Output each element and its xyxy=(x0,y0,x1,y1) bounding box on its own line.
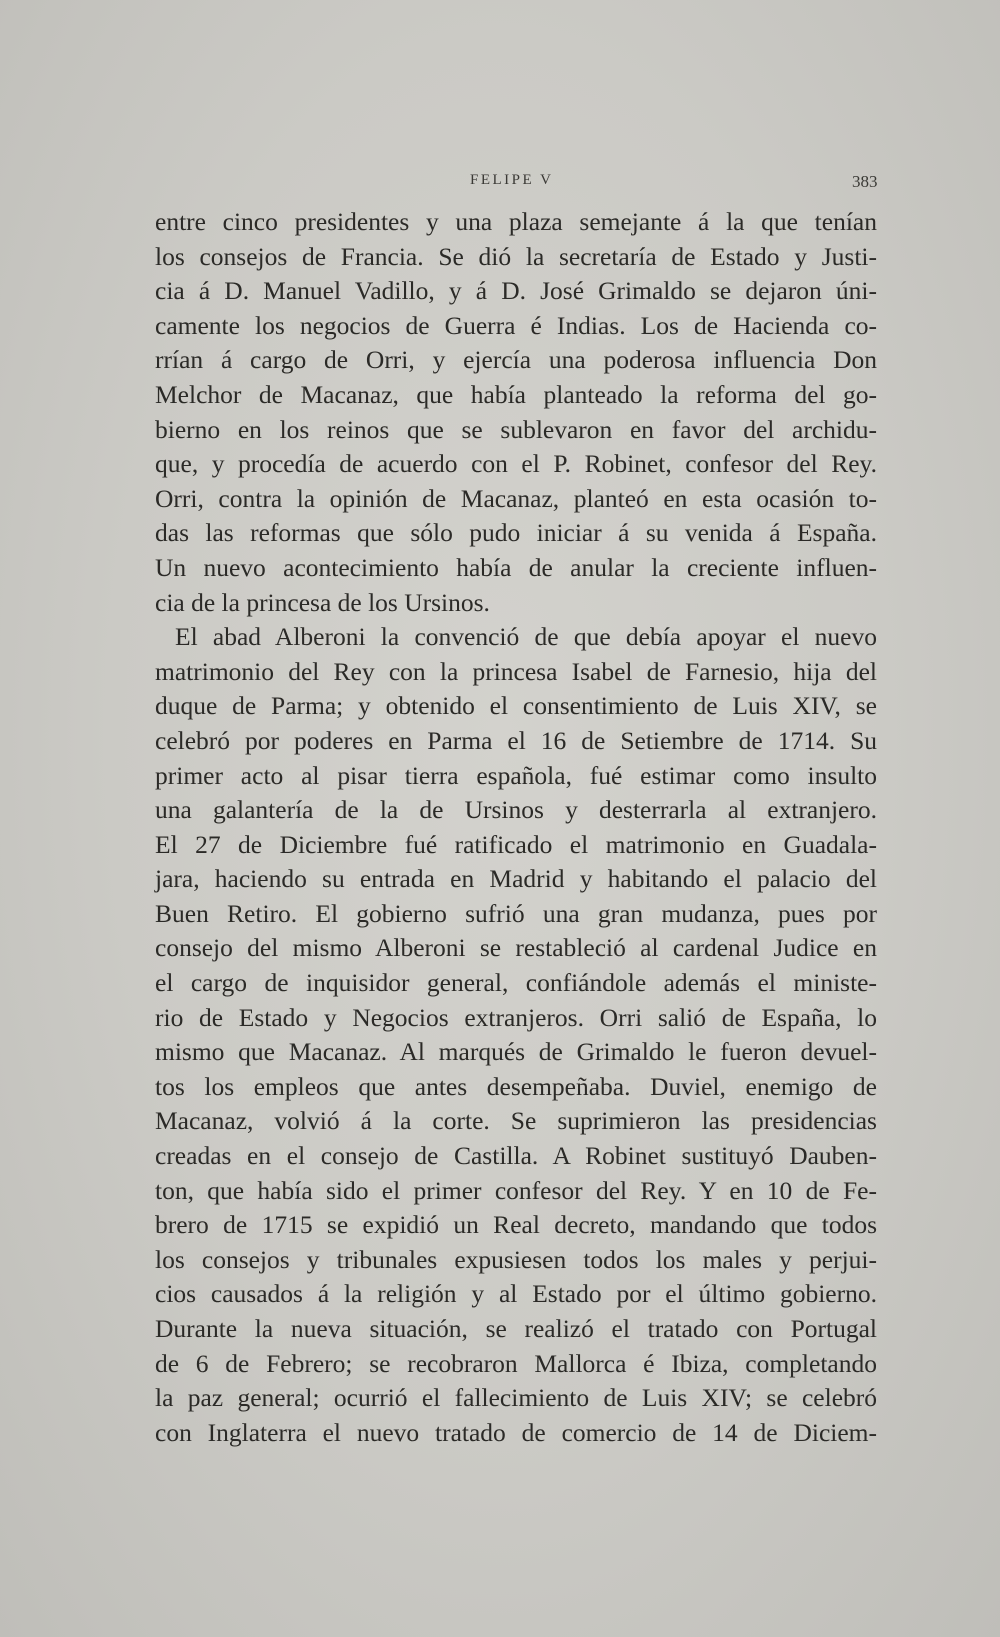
text-line: jara, haciendo su entrada en Madrid y habitando el palacio del xyxy=(155,864,877,894)
text-line: ton, que había sido el primer confesor del Rey. Y en 10 de Fe- xyxy=(155,1175,877,1205)
text-line: rio de Estado y Negocios extranjeros. Orri salió de España, lo xyxy=(155,1002,877,1032)
running-head xyxy=(0,172,1000,196)
text-line: los consejos y tribunales expusiesen todos los males y perjui- xyxy=(155,1244,877,1274)
text-line: de 6 de Febrero; se recobraron Mallorca é Ibiza, completando xyxy=(155,1348,877,1378)
text-line: mismo que Macanaz. Al marqués de Grimaldo le fueron devuel- xyxy=(155,1037,877,1067)
text-line: creadas en el consejo de Castilla. A Robinet sustituyó Dauben- xyxy=(155,1141,877,1171)
text-line: El 27 de Diciembre fué ratificado el matrimonio en Guadala- xyxy=(155,829,877,859)
text-line: Macanaz, volvió á la corte. Se suprimieron las presidencias xyxy=(155,1106,877,1136)
text-line: duque de Parma; y obtenido el consentimiento de Luis XIV, se xyxy=(155,691,877,721)
page-number: 383 xyxy=(852,172,878,191)
text-line: Buen Retiro. El gobierno sufrió una gran mudanza, pues por xyxy=(155,898,877,928)
text-line: das las reformas que sólo pudo iniciar á su venida á España. xyxy=(155,518,877,548)
text-line: brero de 1715 se expidió un Real decreto, mandando que todos xyxy=(155,1210,877,1240)
text-line: tos los empleos que antes desempeñaba. Duviel, enemigo de xyxy=(155,1071,877,1101)
text-line: bierno en los reinos que se sublevaron en favor del archidu- xyxy=(155,414,877,444)
running-title: FELIPE V xyxy=(470,172,554,188)
text-line: la paz general; ocurrió el fallecimiento de Luis XIV; se celebró xyxy=(155,1383,877,1413)
text-line: matrimonio del Rey con la princesa Isabel de Farnesio, hija del xyxy=(155,656,877,686)
text-line: Orri, contra la opinión de Macanaz, planteó en esta ocasión to- xyxy=(155,483,877,513)
text-line: Un nuevo acontecimiento había de anular la creciente influen- xyxy=(155,552,877,582)
text-line: rrían á cargo de Orri, y ejercía una poderosa influencia Don xyxy=(155,345,877,375)
text-line: camente los negocios de Guerra é Indias. Los de Hacienda co- xyxy=(155,310,877,340)
paragraph-start-line: El abad Alberoni la convenció de que debía apoyar el nuevo xyxy=(175,622,877,652)
text-line: entre cinco presidentes y una plaza semejante á la que tenían xyxy=(155,207,877,236)
text-line: cios causados á la religión y al Estado por el último gobierno. xyxy=(155,1279,877,1309)
text-line: cia á D. Manuel Vadillo, y á D. José Grimaldo se dejaron úni- xyxy=(155,276,877,306)
text-line: una galantería de la de Ursinos y desterrarla al extranjero. xyxy=(155,795,877,825)
text-line: consejo del mismo Alberoni se restableció al cardenal Judice en xyxy=(155,933,877,963)
text-line: cia de la princesa de los Ursinos. xyxy=(155,587,490,617)
text-line: los consejos de Francia. Se dió la secretaría de Estado y Justi- xyxy=(155,241,877,271)
text-line: celebró por poderes en Parma el 16 de Setiembre de 1714. Su xyxy=(155,725,877,755)
text-line: con Inglaterra el nuevo tratado de comercio de 14 de Diciem- xyxy=(155,1417,877,1447)
text-line: Melchor de Macanaz, que había planteado la reforma del go- xyxy=(155,379,877,409)
text-line: que, y procedía de acuerdo con el P. Robinet, confesor del Rey. xyxy=(155,449,877,479)
text-line: el cargo de inquisidor general, confiándole además el ministe- xyxy=(155,968,877,998)
text-line: Durante la nueva situación, se realizó el tratado con Portugal xyxy=(155,1314,877,1343)
text-line: primer acto al pisar tierra española, fué estimar como insulto xyxy=(155,760,877,790)
body-text xyxy=(155,205,877,1450)
